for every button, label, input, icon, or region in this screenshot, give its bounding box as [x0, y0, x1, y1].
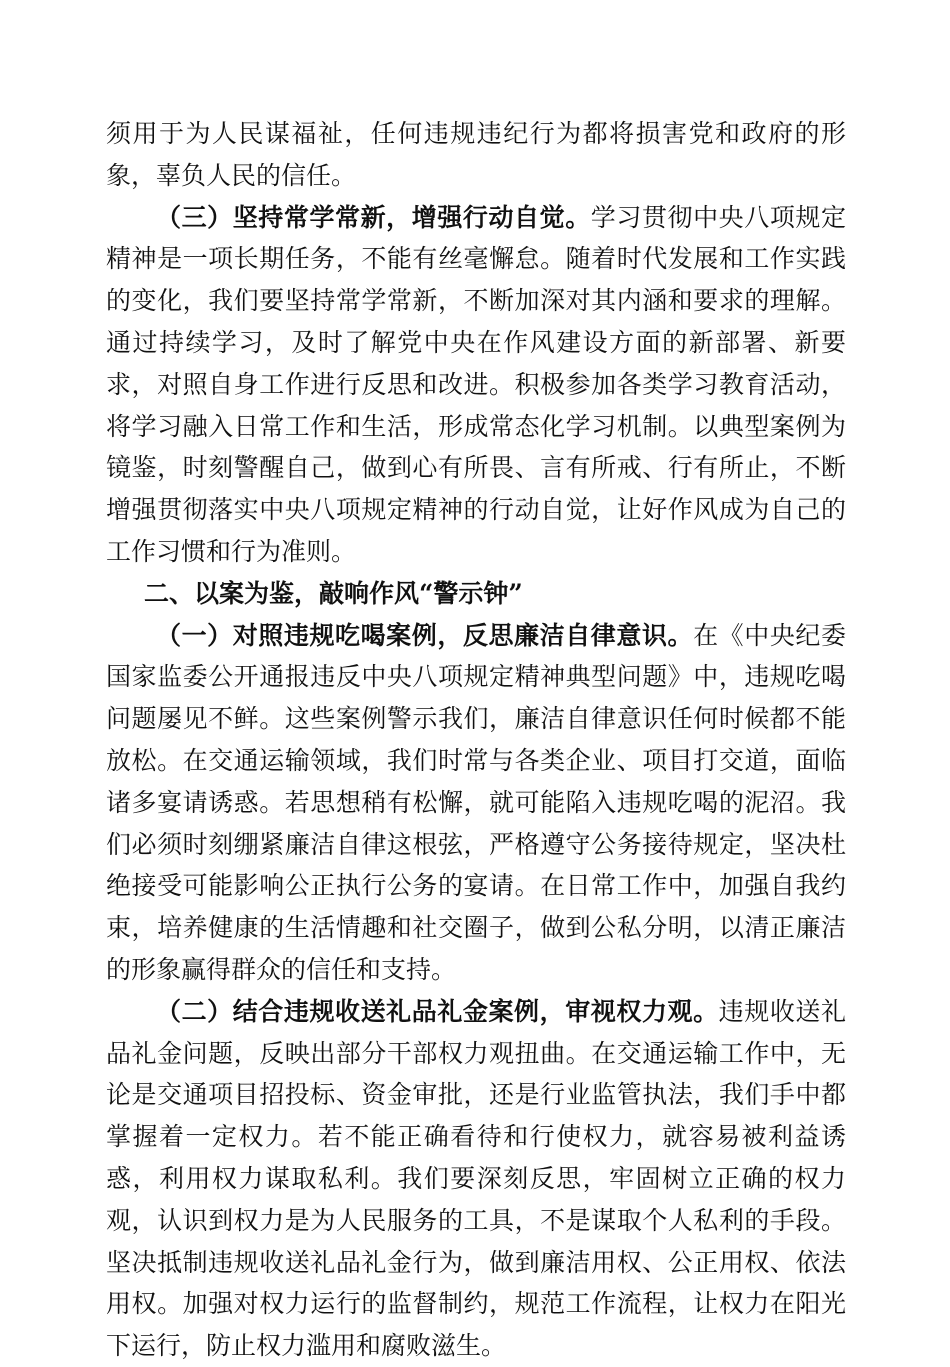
section-heading-2: 二、以案为鉴，敲响作风“警示钟”: [144, 578, 523, 608]
paragraph-subsection-1: [106, 615, 846, 991]
paragraph-subsection-2: [106, 991, 846, 1367]
paragraph-body: 违规收送礼品礼金问题，反映出部分干部权力观扭曲。在交通运输工作中，无论是交通项目招投标、资金审批，还是行业监管执法，我们手中都掌握着一定权力。若不能正确看待和行使权力，就容易被利益诱惑，利用权力谋取私利。我们要深刻反思，牢固树立正确的权力观，认识到权力是为人民服务的工具，不是谋取个人私利的手段。坚决抵制违规收送礼品礼金行为，做到廉洁用权、公正用权、依法用权。加强对权力运行的监督制约，规范工作流程，让权力在阳光下运行，防止权力滥用和腐败滋生。: [106, 996, 846, 1361]
paragraph-lead-heading: （二）结合违规收送礼品礼金案例，审视权力观。: [156, 996, 719, 1026]
paragraph-lead-heading: （三）坚持常学常新，增强行动自觉。: [156, 202, 591, 232]
paragraph-section-3: [106, 197, 846, 573]
paragraph-lead-heading: （一）对照违规吃喝案例，反思廉洁自律意识。: [156, 620, 694, 650]
paragraph-continuation: 须用于为人民谋福祉，任何违规违纪行为都将损害党和政府的形象，辜负人民的信任。: [106, 119, 846, 190]
document-page: [106, 113, 846, 1367]
paragraph-body: 学习贯彻中央八项规定精神是一项长期任务，不能有丝毫懈怠。随着时代发展和工作实践的变化，我们要坚持常学常新，不断加深对其内涵和要求的理解。通过持续学习，及时了解党中央在作风建设方面的新部署、新要求，对照自身工作进行反思和改进。积极参加各类学习教育活动，将学习融入日常工作和生活，形成常态化学习机制。以典型案例为镜鉴，时刻警醒自己，做到心有所畏、言有所戒、行有所止，不断增强贯彻落实中央八项规定精神的行动自觉，让好作风成为自己的工作习惯和行为准则。: [106, 202, 846, 566]
paragraph-body: 在《中央纪委国家监委公开通报违反中央八项规定精神典型问题》中，违规吃喝问题屡见不鲜。这些案例警示我们，廉洁自律意识任何时候都不能放松。在交通运输领域，我们时常与各类企业、项目打交道，面临诸多宴请诱惑。若思想稍有松懈，就可能陷入违规吃喝的泥沼。我们必须时刻绷紧廉洁自律这根弦，严格遵守公务接待规定，坚决杜绝接受可能影响公正执行公务的宴请。在日常工作中，加强自我约束，培养健康的生活情趣和社交圈子，做到公私分明，以清正廉洁的形象赢得群众的信任和支持。: [106, 620, 846, 984]
